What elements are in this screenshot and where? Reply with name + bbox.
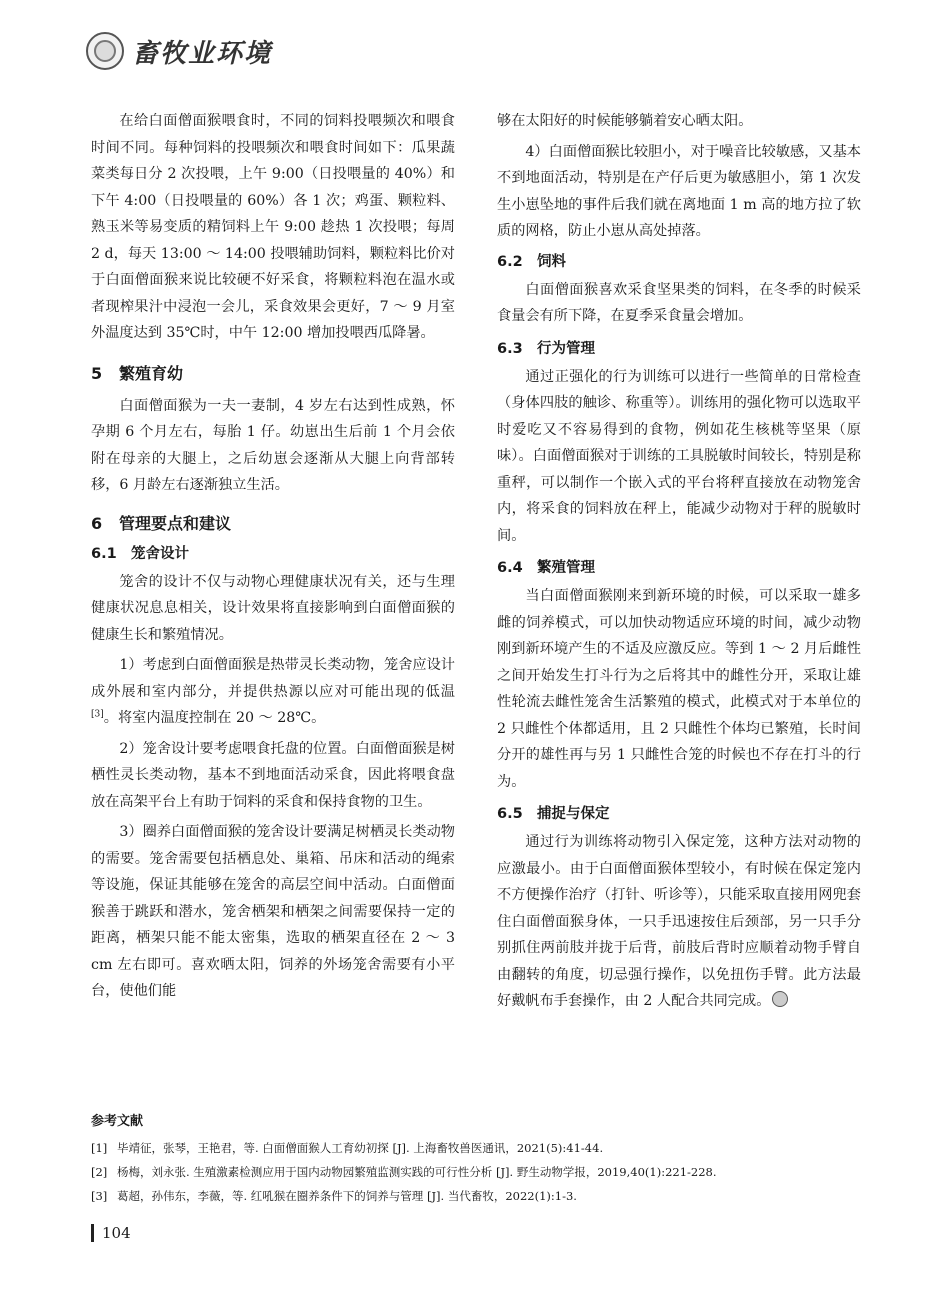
references <box>91 1110 871 1208</box>
reference-item <box>91 1136 871 1160</box>
subsection-title: 饲料 <box>537 253 566 270</box>
reference-text: 葛超，孙伟东，李薇，等. 红吼猴在圈养条件下的饲养与管理 [J]. 当代畜牧，2022(1):1-3. <box>117 1189 577 1203</box>
reference-item <box>91 1184 871 1208</box>
paragraph-cage-point-3: 3）圈养白面僧面猴的笼舍设计要满足树栖灵长类动物的需要。笼舍需要包括栖息处、巢箱、吊床和活动的绳索等设施，保证其能够在笼舍的高层空间中活动。白面僧面猴善于跳跃和潜水，笼舍栖架和栖架之间需要保持一定的距离，栖架只能不能太密集，选取的栖架直径在 2 ～ 3 cm 左右即可。喜欢晒太阳，饲养的外场笼舍需要有小平台，使他们能 <box>91 824 455 999</box>
paragraph-feed: 白面僧面猴喜欢采食坚果类的饲料，在冬季的时候采食量会有所下降，在夏季采食量会增加。 <box>497 281 861 324</box>
subsection-6-4-heading <box>497 555 861 581</box>
section-number: 5 <box>91 363 103 383</box>
left-column <box>91 108 455 1005</box>
section-5-heading <box>91 361 455 387</box>
reference-number: [2] <box>91 1165 108 1179</box>
subsection-number: 6.3 <box>497 340 523 357</box>
journal-logo-icon <box>86 32 124 70</box>
paragraph-behavior: 通过正强化的行为训练可以进行一些简单的日常检查（身体四肢的触诊、称重等）。训练用的强化物可以选取平时爱吃又不容易得到的食物，例如花生核桃等坚果（原味）。白面僧面猴对于训练的工具脱敏时间较长，特别是称重秤，可以制作一个嵌入式的平台将秤直接放在动物笼舍内，将采食的饲料放在秤上，能减少动物对于秤的脱敏时间。 <box>497 368 861 544</box>
right-column <box>497 108 861 1015</box>
paragraph-breeding-management: 当白面僧面猴刚来到新环境的时候，可以采取一雄多雌的饲养模式，可以加快动物适应环境的时间，减少动物刚到新环境产生的不适及应激反应。等到 1 ～ 2 月后雌性之间开始发生打斗行为之后将其中的雌性分开，采取让雄性轮流去雌性笼舍生活繁殖的模式，此模式对于本单位的 2 只雌性个体都适用，且 2 只雌性个体均已繁殖，长时间分开的雄性再与另 1 只雌性合笼的时候也不存在打斗的行为。 <box>497 588 861 790</box>
subsection-title: 捕捉与保定 <box>537 806 610 822</box>
subsection-number: 6.4 <box>497 560 523 576</box>
reference-item <box>91 1160 871 1184</box>
section-number: 6 <box>91 513 103 533</box>
paragraph-text: 1）考虑到白面僧面猴是热带灵长类动物，笼舍应设计成外展和室内部分，并提供热源以应对可能出现的低温 <box>91 657 455 700</box>
page-number: 104 <box>91 1224 131 1242</box>
section-title: 繁殖育幼 <box>119 363 184 383</box>
paragraph-continued: 够在太阳好的时候能够躺着安心晒太阳。 <box>497 113 753 129</box>
section-6-heading <box>91 511 455 537</box>
paragraph-breeding: 白面僧面猴为一夫一妻制，4 岁左右达到性成熟，怀孕期 6 个月左右，每胎 1 仔。幼崽出生后前 1 个月会依附在母亲的大腿上，之后幼崽会逐渐从大腿上向背部转移，6 月龄左右逐渐独立生活。 <box>91 397 455 493</box>
paragraph-text: 通过行为训练将动物引入保定笼，这种方法对动物的应激最小。由于白面僧面猴体型较小，有时候在保定笼内不方便操作治疗（打针、听诊等），只能采取直接用网兜套住白面僧面猴身体，一只手迅速按住后颈部，另一只手分别抓住两前肢并拢于后背，前肢后背时应顺着动物手臂自由翻转的角度，切忌强行操作，以免扭伤手臂。此方法最好戴帆布手套操作，由 2 人配合共同完成。 <box>497 834 861 1009</box>
subsection-title: 笼舍设计 <box>131 545 189 562</box>
subsection-number: 6.5 <box>497 806 523 822</box>
section-title: 管理要点和建议 <box>119 513 232 533</box>
paragraph-cage-point-4: 4）白面僧面猴比较胆小，对于噪音比较敏感，又基本不到地面活动，特别是在产仔后更为敏感胆小，第 1 次发生小崽坠地的事件后我们就在离地面 1 m 高的地方拉了软质的网格，防止小崽从高处掉落。 <box>497 143 861 239</box>
citation-3: [3] <box>91 709 104 720</box>
subsection-number: 6.1 <box>91 545 117 562</box>
subsection-title: 繁殖管理 <box>537 560 595 576</box>
paragraph-cage-point-2: 2）笼舍设计要考虑喂食托盘的位置。白面僧面猴是树栖性灵长类动物，基本不到地面活动采食，因此将喂食盘放在高架平台上有助于饲料的采食和保持食物的卫生。 <box>91 740 455 810</box>
journal-header <box>86 30 272 72</box>
reference-text: 杨梅，刘永张. 生殖激素检测应用于国内动物园繁殖监测实践的可行性分析 [J]. 野生动物学报，2019,40(1):221-228. <box>117 1165 717 1179</box>
subsection-6-5-heading <box>497 801 861 827</box>
journal-name: 畜牧业环境 <box>132 38 273 69</box>
reference-number: [1] <box>91 1141 108 1155</box>
paragraph-text: 。将室内温度控制在 20 ～ 28℃。 <box>103 710 326 726</box>
paragraph-cage-point-1 <box>91 652 455 732</box>
paragraph-cage-intro: 笼舍的设计不仅与动物心理健康状况有关，还与生理健康状况息息相关，设计效果将直接影响到白面僧面猴的健康生长和繁殖情况。 <box>91 573 455 643</box>
end-mark-icon <box>772 991 788 1007</box>
subsection-6-2-heading <box>497 249 861 275</box>
paragraph-feeding-schedule: 在给白面僧面猴喂食时，不同的饲料投喂频次和喂食时间不同。每种饲料的投喂频次和喂食时间如下：瓜果蔬菜类每日分 2 次投喂，上午 9:00（日投喂量的 40%）和下午 4:00（日投喂量的 60%）各 1 次；鸡蛋、颗粒料、熟玉米等易变质的精饲料上午 9:00 趁热 1 次投喂；每周 2 d，每天 13:00 ～ 14:00 投喂辅助饲料，颗粒料比价对于白面僧面猴来说比较硬不好采食，将颗粒料泡在温水或者现榨果汁中浸泡一会儿，采食效果会更好，7 ～ 9 月室外温度达到 35℃时，中午 12:00 增加投喂西瓜降暑。 <box>91 113 455 341</box>
references-title: 参考文献 <box>91 1114 144 1129</box>
subsection-title: 行为管理 <box>537 340 595 357</box>
paragraph-capture <box>497 829 861 1015</box>
reference-text: 毕靖征，张琴，王艳君，等. 白面僧面猴人工育幼初探 [J]. 上海畜牧兽医通讯，2021(5):41-44. <box>117 1141 604 1155</box>
subsection-6-1-heading <box>91 541 455 567</box>
reference-number: [3] <box>91 1189 108 1203</box>
subsection-number: 6.2 <box>497 253 523 270</box>
subsection-6-3-heading <box>497 336 861 362</box>
